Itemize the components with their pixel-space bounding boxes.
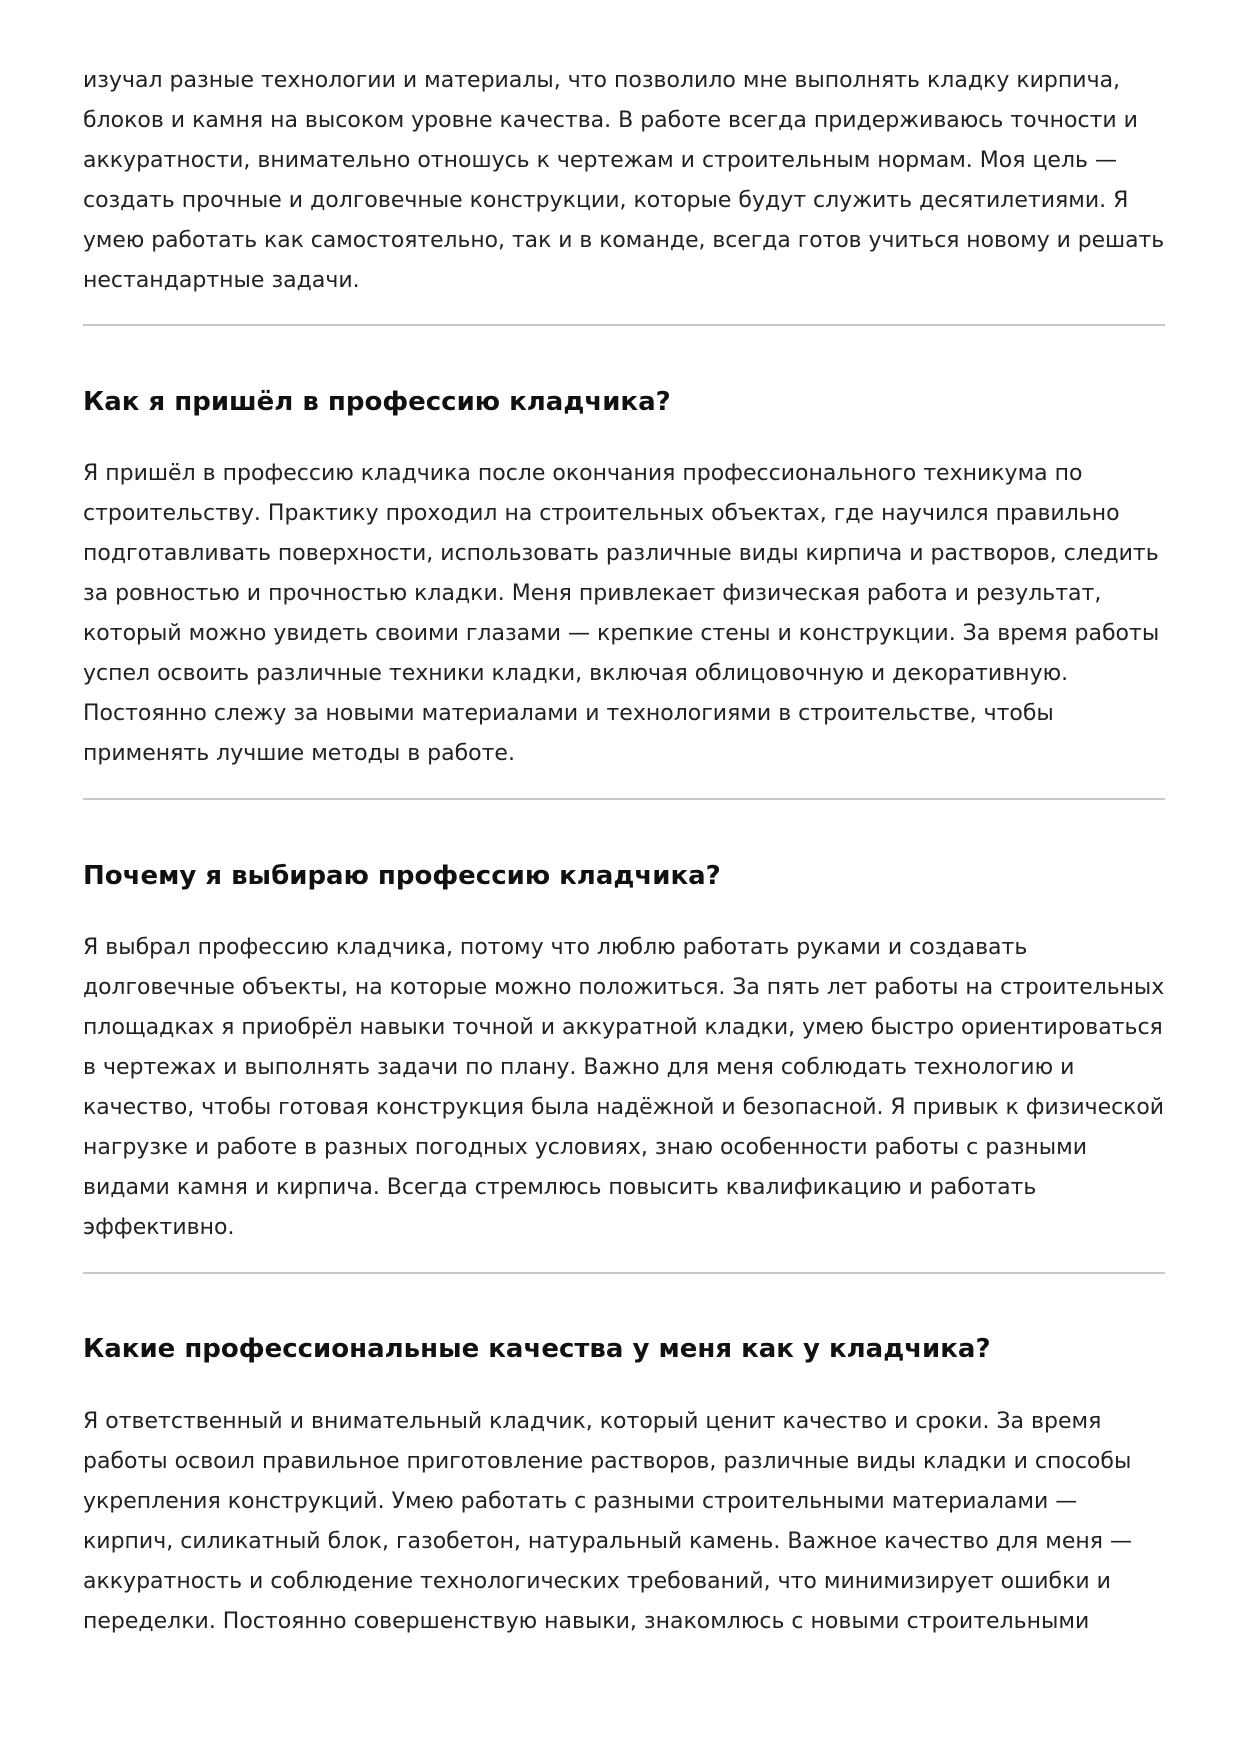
section-paragraph-why-i-choose <box>83 928 1165 1248</box>
section-paragraph-professional-qualities <box>83 1402 1165 1642</box>
section-paragraph-how-i-came <box>83 454 1165 774</box>
section-divider <box>83 798 1165 800</box>
intro-line: умею работать как самостоятельно, так и в команде, всегда готов учиться новому и решать <box>83 228 1165 253</box>
paragraph-line: в чертежах и выполнять задачи по плану. Важно для меня соблюдать технологию и <box>83 1055 1075 1080</box>
paragraph-line: который можно увидеть своими глазами — крепкие стены и конструкции. За время работы <box>83 621 1160 646</box>
paragraph-line: подготавливать поверхности, использовать различные виды кирпича и растворов, следить <box>83 541 1159 566</box>
paragraph-line: за ровностью и прочностью кладки. Меня привлекает физическая работа и результат, <box>83 581 1102 606</box>
paragraph-line: строительству. Практику проходил на строительных объектах, где научился правильно <box>83 501 1120 526</box>
paragraph-line: эффективно. <box>83 1215 235 1240</box>
intro-line: создать прочные и долговечные конструкции, которые будут служить десятилетиями. Я <box>83 188 1129 213</box>
paragraph-line: Я ответственный и внимательный кладчик, который ценит качество и сроки. За время <box>83 1409 1102 1434</box>
paragraph-line: долговечные объекты, на которые можно положиться. За пять лет работы на строительных <box>83 975 1165 1000</box>
intro-line: изучал разные технологии и материалы, что позволило мне выполнять кладку кирпича, <box>83 68 1121 93</box>
paragraph-line: Я пришёл в профессию кладчика после окончания профессионального техникума по <box>83 461 1083 486</box>
paragraph-line: площадках я приобрёл навыки точной и аккуратной кладки, умею быстро ориентироваться <box>83 1015 1163 1040</box>
intro-line: аккуратности, внимательно отношусь к чертежам и строительным нормам. Моя цель — <box>83 148 1117 173</box>
paragraph-line: переделки. Постоянно совершенствую навыки, знакомлюсь с новыми строительными <box>83 1609 1090 1634</box>
paragraph-line: кирпич, силикатный блок, газобетон, натуральный камень. Важное качество для меня — <box>83 1529 1133 1554</box>
section-heading-how-i-came: Как я пришёл в профессию кладчика? <box>83 387 671 417</box>
paragraph-line: видами камня и кирпича. Всегда стремлюсь повысить квалификацию и работать <box>83 1175 1037 1200</box>
paragraph-line: применять лучшие методы в работе. <box>83 741 515 766</box>
section-divider <box>83 1272 1165 1274</box>
paragraph-line: качество, чтобы готовая конструкция была надёжной и безопасной. Я привык к физической <box>83 1095 1165 1120</box>
paragraph-line: аккуратность и соблюдение технологических требований, что минимизирует ошибки и <box>83 1569 1111 1594</box>
paragraph-line: работы освоил правильное приготовление растворов, различные виды кладки и способы <box>83 1449 1132 1474</box>
paragraph-line: успел освоить различные техники кладки, включая облицовочную и декоративную. <box>83 661 1069 686</box>
paragraph-line: Постоянно слежу за новыми материалами и технологиями в строительстве, чтобы <box>83 701 1054 726</box>
intro-paragraph <box>83 61 1165 301</box>
intro-line: блоков и камня на высоком уровне качества. В работе всегда придерживаюсь точности и <box>83 108 1138 133</box>
paragraph-line: нагрузке и работе в разных погодных условиях, знаю особенности работы с разными <box>83 1135 1088 1160</box>
paragraph-line: Я выбрал профессию кладчика, потому что люблю работать руками и создавать <box>83 935 1028 960</box>
section-heading-professional-qualities: Какие профессиональные качества у меня как у кладчика? <box>83 1334 991 1364</box>
paragraph-line: укрепления конструкций. Умею работать с разными строительными материалами — <box>83 1489 1078 1514</box>
intro-line: нестандартные задачи. <box>83 268 360 293</box>
section-heading-why-i-choose: Почему я выбираю профессию кладчика? <box>83 861 721 891</box>
section-divider <box>83 324 1165 326</box>
